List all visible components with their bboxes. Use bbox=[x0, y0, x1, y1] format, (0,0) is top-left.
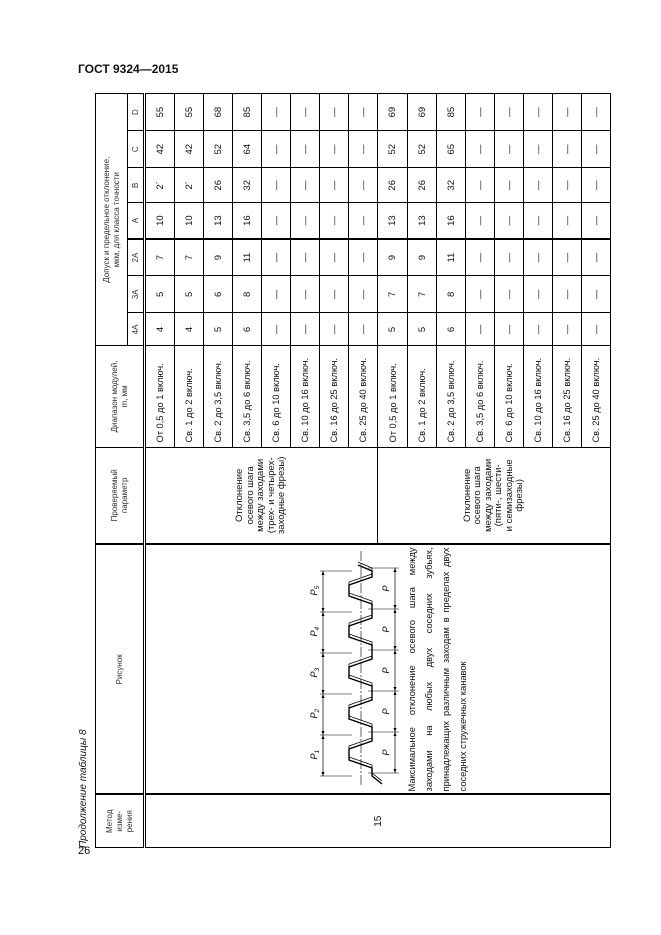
tolerance-value-b: — bbox=[349, 168, 378, 203]
arrow-icon bbox=[322, 772, 325, 776]
pitch-label-top: $P_3$ bbox=[309, 668, 321, 678]
header-class-4a: 4A bbox=[128, 313, 145, 346]
tolerance-value-a: 13 bbox=[204, 203, 233, 239]
tolerance-value-3a: — bbox=[349, 276, 378, 313]
tolerance-value-b: 2´ bbox=[175, 168, 204, 203]
header-class-c: C bbox=[128, 131, 145, 168]
tolerance-value-4a: 4 bbox=[145, 313, 175, 346]
tolerance-value-3a: 5 bbox=[175, 276, 204, 313]
pitch-label-bottom: P bbox=[381, 585, 391, 592]
tolerance-value-4a: 4 bbox=[175, 313, 204, 346]
arrow-icon bbox=[322, 653, 325, 657]
tolerance-value-d: — bbox=[495, 94, 524, 131]
tolerance-value-4a: 5 bbox=[378, 313, 408, 346]
tolerance-value-2a: — bbox=[466, 239, 495, 276]
module-range: Св. 2 до 3,5 включ. bbox=[204, 346, 233, 447]
table-continuation-caption: Продолжение таблицы 8 bbox=[78, 729, 89, 848]
tolerance-value-3a: 6 bbox=[204, 276, 233, 313]
tolerance-value-3a: — bbox=[262, 276, 291, 313]
tolerance-value-b: — bbox=[495, 168, 524, 203]
module-range: От 0,5 до 1 включ. bbox=[378, 346, 408, 447]
tolerance-value-2a: 9 bbox=[378, 239, 408, 276]
pitch-label-top: $P_5$ bbox=[309, 586, 321, 596]
tolerance-value-a: — bbox=[553, 203, 582, 239]
tolerance-value-d: — bbox=[466, 94, 495, 131]
module-range: Св. 16 до 25 включ. bbox=[553, 346, 582, 447]
arrow-icon bbox=[394, 691, 397, 695]
tolerance-value-4a: — bbox=[582, 313, 611, 346]
tolerance-value-a: — bbox=[495, 203, 524, 239]
tolerance-value-c: — bbox=[349, 131, 378, 168]
tolerance-value-3a: — bbox=[320, 276, 349, 313]
tolerance-value-a: 10 bbox=[145, 203, 175, 239]
tolerance-value-d: — bbox=[582, 94, 611, 131]
module-range: Св. 1 до 2 включ. bbox=[175, 346, 204, 447]
module-range: Св. 10 до 16 включ. bbox=[291, 346, 320, 447]
tolerance-value-3a: — bbox=[495, 276, 524, 313]
figure-container bbox=[146, 544, 610, 793]
tolerance-value-2a: — bbox=[349, 239, 378, 276]
rotated-table-container bbox=[78, 93, 610, 848]
tolerance-value-c: 42 bbox=[145, 131, 175, 168]
module-range: Св. 10 до 16 включ. bbox=[524, 346, 553, 447]
arrow-icon bbox=[322, 571, 325, 575]
tolerance-value-b: 2´ bbox=[145, 168, 175, 203]
tolerance-value-2a: — bbox=[291, 239, 320, 276]
tolerance-value-2a: 11 bbox=[437, 239, 466, 276]
tolerance-value-a: 16 bbox=[437, 203, 466, 239]
tolerance-value-b: — bbox=[582, 168, 611, 203]
arrow-icon bbox=[394, 605, 397, 609]
header-parameter: Проверяемый параметр bbox=[96, 447, 145, 544]
tolerance-value-d: — bbox=[320, 94, 349, 131]
tolerance-value-d: 55 bbox=[175, 94, 204, 131]
tolerance-value-b: — bbox=[320, 168, 349, 203]
tolerance-value-c: 64 bbox=[233, 131, 262, 168]
table-row bbox=[145, 94, 175, 848]
tolerance-value-4a: — bbox=[320, 313, 349, 346]
header-class-3a: 3A bbox=[128, 276, 145, 313]
module-range: Св. 25 до 40 включ. bbox=[349, 346, 378, 447]
pitch-label-bottom: P bbox=[381, 626, 391, 633]
arrow-icon bbox=[322, 735, 325, 739]
tolerance-value-2a: — bbox=[495, 239, 524, 276]
arrow-icon bbox=[394, 732, 397, 736]
tolerance-value-4a: — bbox=[466, 313, 495, 346]
tolerance-value-a: 10 bbox=[175, 203, 204, 239]
tolerance-value-c: — bbox=[466, 131, 495, 168]
tolerance-value-c: — bbox=[291, 131, 320, 168]
document-title: ГОСТ 9324—2015 bbox=[78, 62, 179, 76]
header-class-2a: 2A bbox=[128, 239, 145, 276]
thread-profile bbox=[349, 565, 382, 784]
figure-caption: Максимальное отклонение осевого шага между заходами на любых двух соседних зубьях, принадлежащих различным заходам в пределах двух соседних стружечных канавок bbox=[407, 547, 468, 792]
tolerance-value-d: — bbox=[524, 94, 553, 131]
tolerance-value-3a: — bbox=[582, 276, 611, 313]
pitch-label-bottom: P bbox=[381, 667, 391, 674]
module-range: От 0,5 до 1 включ. bbox=[145, 346, 175, 447]
tolerance-value-a: 13 bbox=[408, 203, 437, 239]
arrow-icon bbox=[394, 609, 397, 613]
arrow-icon bbox=[322, 612, 325, 616]
method-number: 15 bbox=[145, 794, 611, 847]
tolerance-value-c: 52 bbox=[378, 131, 408, 168]
tolerance-value-c: — bbox=[553, 131, 582, 168]
arrow-icon bbox=[394, 728, 397, 732]
arrow-icon bbox=[394, 568, 397, 572]
tolerance-value-c: — bbox=[262, 131, 291, 168]
tolerance-value-d: — bbox=[262, 94, 291, 131]
arrow-icon bbox=[322, 608, 325, 612]
tolerance-value-d: 69 bbox=[408, 94, 437, 131]
tolerance-value-a: — bbox=[320, 203, 349, 239]
tolerance-value-4a: — bbox=[495, 313, 524, 346]
tolerance-value-b: 32 bbox=[233, 168, 262, 203]
tolerance-value-c: 52 bbox=[204, 131, 233, 168]
module-range: Св. 1 до 2 включ. bbox=[408, 346, 437, 447]
pitch-label-top: $P_1$ bbox=[309, 750, 321, 760]
tolerance-value-2a: 7 bbox=[175, 239, 204, 276]
arrow-icon bbox=[322, 690, 325, 694]
tolerance-value-c: 52 bbox=[408, 131, 437, 168]
tolerance-value-d: — bbox=[349, 94, 378, 131]
tolerance-value-b: — bbox=[553, 168, 582, 203]
header-method: Метод изме- рения bbox=[96, 794, 145, 847]
tolerance-value-d: — bbox=[291, 94, 320, 131]
tolerance-value-a: 13 bbox=[378, 203, 408, 239]
tolerance-value-a: — bbox=[291, 203, 320, 239]
tolerance-value-3a: — bbox=[291, 276, 320, 313]
module-range: Св. 6 до 10 включ. bbox=[495, 346, 524, 447]
tolerance-value-2a: 11 bbox=[233, 239, 262, 276]
tolerance-value-c: — bbox=[582, 131, 611, 168]
tolerance-value-d: 55 bbox=[145, 94, 175, 131]
tolerance-value-b: 26 bbox=[408, 168, 437, 203]
figure-cell bbox=[145, 544, 611, 794]
tolerance-value-2a: 7 bbox=[145, 239, 175, 276]
arrow-icon bbox=[322, 731, 325, 735]
pitch-label-top: $P_2$ bbox=[309, 709, 321, 719]
tolerance-value-2a: — bbox=[553, 239, 582, 276]
header-class-b: B bbox=[128, 168, 145, 203]
tolerance-value-a: — bbox=[466, 203, 495, 239]
tolerance-value-b: 26 bbox=[378, 168, 408, 203]
tolerance-value-a: — bbox=[524, 203, 553, 239]
arrow-icon bbox=[322, 694, 325, 698]
tolerance-value-2a: 9 bbox=[408, 239, 437, 276]
module-range: Св. 3,5 до 6 включ. bbox=[233, 346, 262, 447]
tolerance-value-b: — bbox=[466, 168, 495, 203]
tolerance-value-4a: 6 bbox=[233, 313, 262, 346]
header-tolerance: Допуск и предельное отклонение, мкм, для класса точности bbox=[96, 94, 128, 346]
tolerance-value-b: 32 bbox=[437, 168, 466, 203]
tolerance-value-b: — bbox=[524, 168, 553, 203]
tolerance-value-b: — bbox=[262, 168, 291, 203]
tolerance-value-a: — bbox=[582, 203, 611, 239]
header-class-d: D bbox=[128, 94, 145, 131]
tolerance-value-c: — bbox=[524, 131, 553, 168]
module-range: Св. 2 до 3,5 включ. bbox=[437, 346, 466, 447]
module-range: Св. 6 до 10 включ. bbox=[262, 346, 291, 447]
tolerance-value-4a: 5 bbox=[204, 313, 233, 346]
tolerance-value-d: 68 bbox=[204, 94, 233, 131]
tolerance-value-4a: — bbox=[349, 313, 378, 346]
tolerance-value-3a: — bbox=[466, 276, 495, 313]
arrow-icon bbox=[394, 769, 397, 773]
module-range: Св. 16 до 25 включ. bbox=[320, 346, 349, 447]
tolerance-table bbox=[95, 93, 611, 848]
tolerance-value-d: 85 bbox=[437, 94, 466, 131]
module-range: Св. 25 до 40 включ. bbox=[582, 346, 611, 447]
tolerance-value-3a: 8 bbox=[233, 276, 262, 313]
module-range: Св. 3,5 до 6 включ. bbox=[466, 346, 495, 447]
arrow-icon bbox=[394, 650, 397, 654]
thread-pitch-diagram bbox=[146, 544, 610, 793]
page-number: 26 bbox=[78, 845, 91, 857]
tolerance-value-b: — bbox=[291, 168, 320, 203]
checked-parameter: Отклонение осевого шага между заходами (пяти-, шести- и семизаходные фрезы) bbox=[378, 447, 611, 544]
tolerance-value-b: 26 bbox=[204, 168, 233, 203]
tolerance-value-a: — bbox=[262, 203, 291, 239]
tolerance-value-2a: — bbox=[320, 239, 349, 276]
tolerance-value-a: — bbox=[349, 203, 378, 239]
tolerance-value-c: 42 bbox=[175, 131, 204, 168]
tolerance-value-4a: 6 bbox=[437, 313, 466, 346]
arrow-icon bbox=[394, 687, 397, 691]
tolerance-value-3a: 8 bbox=[437, 276, 466, 313]
tolerance-value-2a: — bbox=[582, 239, 611, 276]
pitch-label-bottom: P bbox=[381, 749, 391, 756]
tolerance-value-d: — bbox=[553, 94, 582, 131]
tolerance-value-c: — bbox=[320, 131, 349, 168]
tolerance-value-3a: — bbox=[524, 276, 553, 313]
tolerance-value-4a: — bbox=[524, 313, 553, 346]
checked-parameter: Отклонение осевого шага между заходами (трех- и четырех- заходные фрезы) bbox=[145, 447, 378, 544]
tolerance-value-d: 85 bbox=[233, 94, 262, 131]
tolerance-value-4a: — bbox=[262, 313, 291, 346]
tolerance-value-3a: 5 bbox=[145, 276, 175, 313]
header-figure: Рисунок bbox=[96, 544, 145, 794]
tolerance-value-c: — bbox=[495, 131, 524, 168]
pitch-label-bottom: P bbox=[381, 708, 391, 715]
tolerance-value-a: 16 bbox=[233, 203, 262, 239]
tolerance-value-d: 69 bbox=[378, 94, 408, 131]
tolerance-value-2a: — bbox=[524, 239, 553, 276]
tolerance-value-3a: — bbox=[553, 276, 582, 313]
thread-profile-offset bbox=[349, 562, 382, 781]
tolerance-value-4a: 5 bbox=[408, 313, 437, 346]
header-class-a: A bbox=[128, 203, 145, 239]
pitch-label-top: $P_4$ bbox=[309, 627, 321, 637]
tolerance-value-2a: 9 bbox=[204, 239, 233, 276]
tolerance-value-3a: 7 bbox=[408, 276, 437, 313]
tolerance-value-2a: — bbox=[262, 239, 291, 276]
arrow-icon bbox=[394, 646, 397, 650]
tolerance-value-4a: — bbox=[291, 313, 320, 346]
arrow-icon bbox=[322, 649, 325, 653]
tolerance-value-4a: — bbox=[553, 313, 582, 346]
tolerance-value-3a: 7 bbox=[378, 276, 408, 313]
tolerance-value-c: 65 bbox=[437, 131, 466, 168]
header-range: Диапазон модулей, m, мм bbox=[96, 346, 145, 447]
